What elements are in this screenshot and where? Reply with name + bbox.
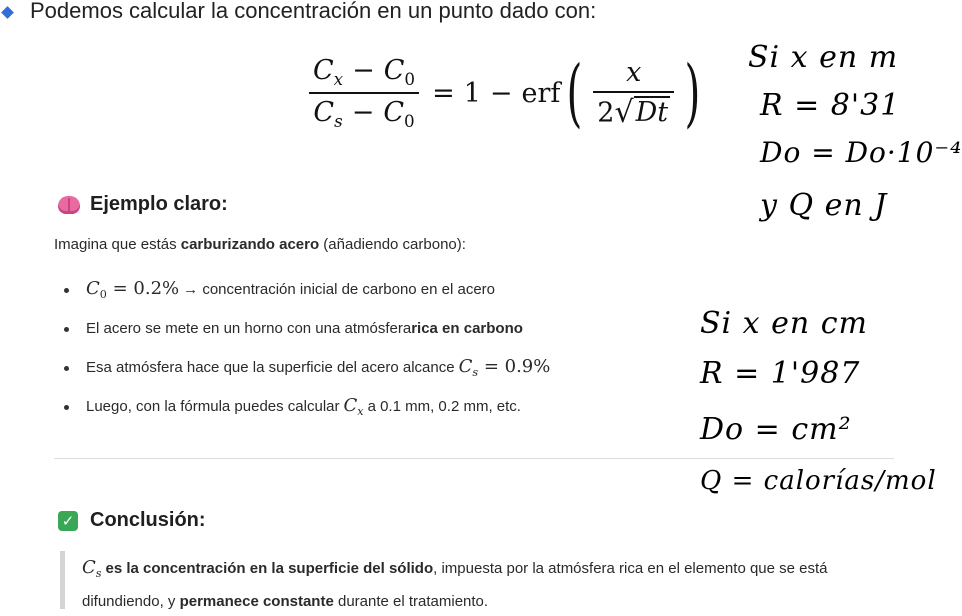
list-item: $C_0 = 0.2\%$ → concentración inicial de carbono en el acero [58, 270, 554, 309]
handnote-bottom-2: Do = cm² [700, 412, 852, 447]
list-item: Luego, con la fórmula puedes calcular $C_x$ a 0.1 mm, 0.2 mm, etc. [58, 387, 554, 426]
intro-text: Podemos calcular la concentración en un punto dado con: [30, 0, 597, 23]
brain-icon [58, 196, 80, 214]
handnote-top-1: R = 8'31 [760, 88, 901, 123]
handnote-top-3: y Q en J [760, 188, 888, 223]
list-item: El acero se mete en un horno con una atmósfera rica en carbono [58, 309, 554, 348]
handnote-top-0: Si x en m [748, 40, 899, 75]
check-icon: ✓ [58, 511, 78, 531]
handnote-top-2: Do = Do·10⁻⁴ [760, 136, 962, 169]
formula-equals: = [432, 77, 455, 109]
bullet-diamond-icon [1, 6, 14, 19]
quote-bar [60, 551, 65, 609]
conclusion-text: $C_s$ es la concentración en la superficie del sólido, impuesta por la atmósfera rica en el elemento que se está difundiendo, y permanece constante durante el tratamiento. [82, 557, 828, 610]
example-list [58, 270, 554, 426]
example-heading: Ejemplo claro: [58, 193, 228, 216]
example-paragraph: Imagina que estás carburizando acero (añadiendo carbono): [54, 236, 466, 253]
conclusion-heading: ✓ Conclusión: [58, 509, 206, 532]
handnote-bottom-3: Q = calorías/mol [700, 466, 937, 496]
handnote-bottom-0: Si x en cm [700, 306, 868, 341]
formula-one: 1 [463, 77, 481, 109]
concentration-formula: $\frac{C_x - C_0}{C_s - C_0}$ = 1 − erf ( x 2 √ Dt ) [305, 48, 707, 138]
list-item: Esa atmósfera hace que la superficie del acero alcance $C_s = 0.9\%$ [58, 348, 554, 387]
formula-left-fraction: $\frac{C_x - C_0}{C_s - C_0}$ [309, 55, 419, 131]
formula-inner-fraction: x 2 √ Dt [593, 57, 674, 129]
section-divider [54, 458, 894, 459]
formula-erf: erf [521, 77, 561, 109]
handnote-bottom-1: R = 1'987 [700, 356, 861, 391]
formula-minus: − [489, 77, 513, 109]
